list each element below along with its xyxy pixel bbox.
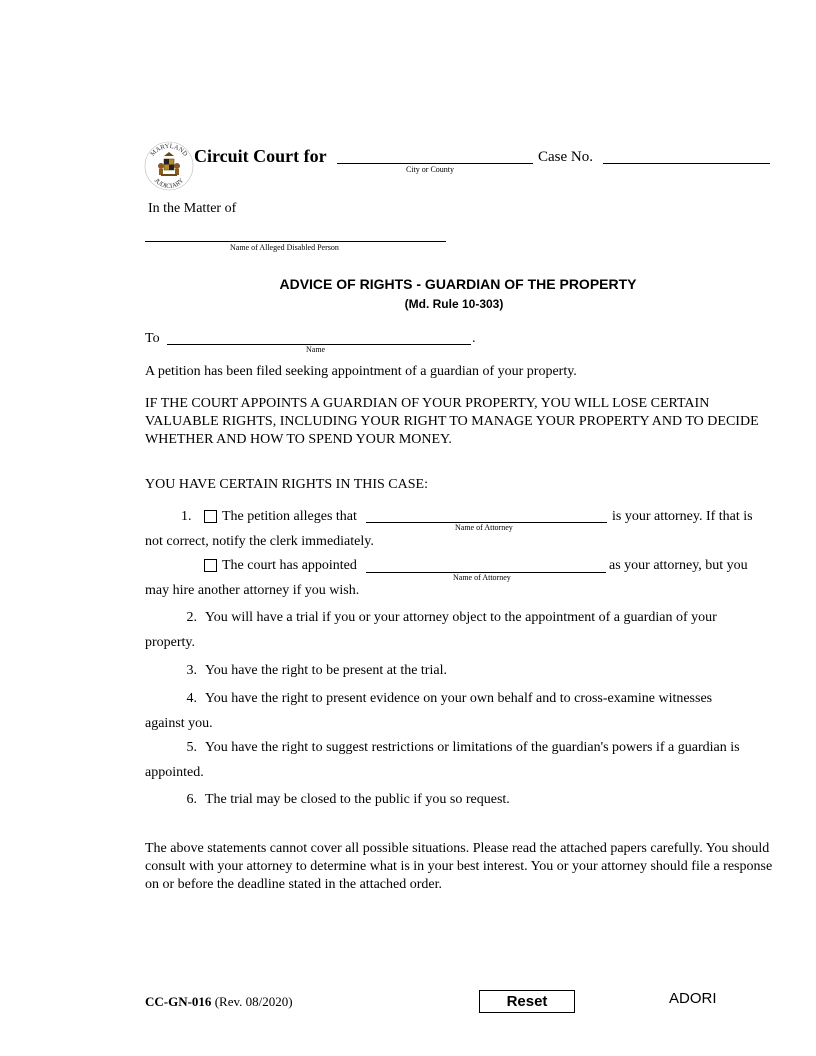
seal-bottom-text: JUDICIARY bbox=[152, 177, 186, 191]
list-item bbox=[145, 605, 770, 655]
warning-text: IF THE COURT APPOINTS A GUARDIAN OF YOUR PROPERTY, YOU WILL LOSE CERTAIN VALUABLE RIGHTS, INCLUDING YOUR RIGHT TO MANAGE YOUR PROPERTY AND TO DECIDE WHETHER AND HOW TO SPEND YOUR MONEY. bbox=[145, 396, 759, 447]
form-revision: (Rev. 08/2020) bbox=[214, 994, 293, 1009]
list-item bbox=[145, 735, 770, 785]
item-continuation: property. bbox=[145, 635, 196, 650]
alleged-person-field[interactable] bbox=[145, 241, 446, 242]
intro-text: A petition has been filed seeking appointment of a guardian of your property. bbox=[145, 364, 577, 379]
item-1b-continuation: may hire another attorney if you wish. bbox=[145, 583, 360, 598]
to-period: . bbox=[472, 331, 476, 346]
item-1a-continuation: not correct, notify the clerk immediately. bbox=[145, 534, 374, 549]
alleged-attorney-caption: Name of Attorney bbox=[455, 523, 513, 532]
item-1b-text: The court has appointed bbox=[222, 558, 357, 573]
item-continuation: against you. bbox=[145, 716, 213, 731]
closing-text: The above statements cannot cover all possible situations. Please read the attached papers carefully. You should consult with your attorney to determine what is in your best interest. You or your attorney should file a response on or before the deadline stated in the attached order. bbox=[145, 841, 773, 892]
city-county-field[interactable] bbox=[337, 163, 533, 164]
rule-citation: (Md. Rule 10-303) bbox=[404, 297, 504, 311]
case-no-field[interactable] bbox=[603, 163, 770, 164]
court-appointed-checkbox[interactable] bbox=[204, 559, 217, 572]
petition-alleges-checkbox[interactable] bbox=[204, 510, 217, 523]
item-text: You have the right to suggest restrictions or limitations of the guardian's powers if a guardian is bbox=[205, 740, 740, 755]
item-text: You will have a trial if you or your attorney object to the appointment of a guardian of your bbox=[205, 610, 717, 625]
list-item bbox=[145, 787, 770, 812]
form-id: CC-GN-016 bbox=[145, 994, 212, 1009]
item-1-number: 1. bbox=[181, 509, 192, 524]
item-number: 5. bbox=[186, 740, 197, 755]
item-text: You have the right to be present at the trial. bbox=[205, 663, 447, 678]
form-code: ADORI bbox=[669, 990, 717, 1007]
case-no-label: Case No. bbox=[538, 149, 593, 165]
appointed-attorney-caption: Name of Attorney bbox=[453, 573, 511, 582]
city-county-caption: City or County bbox=[406, 165, 455, 174]
list-item bbox=[145, 658, 770, 683]
item-text: The trial may be closed to the public if you so request. bbox=[205, 792, 510, 807]
item-number: 4. bbox=[186, 691, 197, 706]
rights-heading: YOU HAVE CERTAIN RIGHTS IN THIS CASE: bbox=[145, 477, 428, 492]
court-label: Circuit Court for bbox=[194, 146, 327, 166]
seal-top-text: MARYLAND bbox=[149, 142, 189, 158]
matter-label: In the Matter of bbox=[148, 201, 237, 216]
to-name-caption: Name bbox=[306, 345, 326, 354]
item-text: You have the right to present evidence on your own behalf and to cross-examine witnesses bbox=[205, 691, 713, 706]
alleged-person-caption: Name of Alleged Disabled Person bbox=[230, 243, 339, 252]
item-1a-after: is your attorney. If that is bbox=[612, 509, 753, 524]
page-title: ADVICE OF RIGHTS - GUARDIAN OF THE PROPERTY bbox=[279, 276, 637, 292]
item-continuation: appointed. bbox=[145, 765, 204, 780]
item-number: 2. bbox=[186, 610, 197, 625]
item-1b-after: as your attorney, but you bbox=[609, 558, 748, 573]
maryland-judiciary-seal bbox=[143, 140, 195, 192]
item-number: 3. bbox=[186, 663, 197, 678]
form-id-line bbox=[145, 994, 293, 1010]
item-1a-text: The petition alleges that bbox=[222, 509, 357, 524]
item-number: 6. bbox=[186, 792, 197, 807]
reset-button[interactable]: Reset bbox=[479, 990, 575, 1013]
list-item bbox=[145, 686, 770, 736]
to-label: To bbox=[145, 331, 160, 346]
